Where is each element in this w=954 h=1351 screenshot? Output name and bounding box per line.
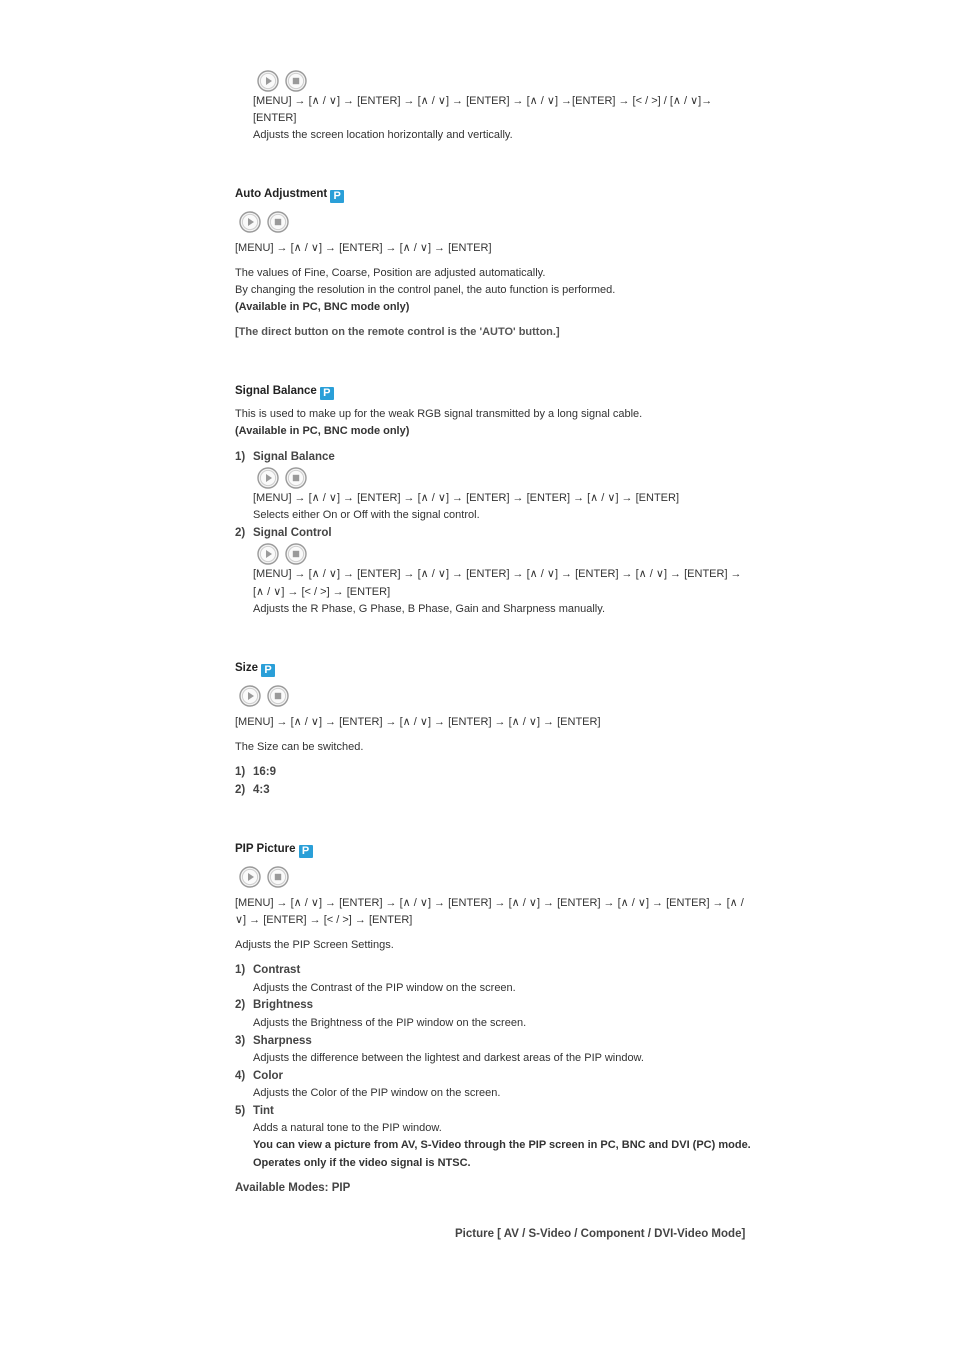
stop-button-icon[interactable] (285, 70, 307, 92)
signal-balance-heading (235, 384, 334, 400)
signal-item-2-number: 2) (235, 527, 246, 539)
signal-item-1-control-icons (257, 467, 313, 491)
auto-description-2: By changing the resolution in the control panel, the auto function is performed. (235, 284, 616, 296)
stop-button-icon[interactable] (267, 866, 289, 888)
top-control-icons (257, 70, 313, 94)
pip-item-3-number: 3) (235, 1035, 246, 1047)
signal-item-1-description: Selects either On or Off with the signal control. (253, 509, 480, 521)
pip-item-5-number: 5) (235, 1105, 246, 1117)
stop-button-icon[interactable] (267, 685, 289, 707)
auto-availability-note: (Available in PC, BNC mode only) (235, 301, 410, 313)
pip-control-icons (239, 866, 295, 890)
signal-item-2-description: Adjusts the R Phase, G Phase, B Phase, Gain and Sharpness manually. (253, 603, 605, 615)
pip-description: Adjusts the PIP Screen Settings. (235, 939, 394, 951)
play-button-icon[interactable] (257, 467, 279, 489)
pip-item-1-label: Contrast (253, 964, 301, 976)
next-section-link[interactable]: Picture [ AV / S-Video / Component / DVI-Video Mode] (455, 1228, 746, 1240)
play-button-icon[interactable] (257, 70, 279, 92)
auto-menu-path: [MENU] → [∧ / ∨] → [ENTER] → [∧ / ∨] → [ENTER] (235, 242, 492, 254)
signal-availability-note: (Available in PC, BNC mode only) (235, 425, 410, 437)
top-menu-path-line2: [ENTER] (253, 112, 297, 124)
signal-balance-title: Signal Balance (235, 385, 317, 397)
pip-item-5-description: Adds a natural tone to the PIP window. (253, 1122, 442, 1134)
pc-mode-badge-icon: P (261, 664, 275, 677)
signal-item-1-label: Signal Balance (253, 451, 335, 463)
signal-item-2-menu-path-line2: [∧ / ∨] → [< / >] → [ENTER] (253, 586, 391, 598)
signal-item-1-number: 1) (235, 451, 246, 463)
stop-button-icon[interactable] (267, 211, 289, 233)
pip-menu-path-line1: [MENU] → [∧ / ∨] → [ENTER] → [∧ / ∨] → [ENTER] → [∧ / ∨] → [ENTER] → [∧ / ∨] → [ENTER] → [∧ / (235, 897, 744, 909)
play-button-icon[interactable] (239, 866, 261, 888)
play-button-icon[interactable] (257, 543, 279, 565)
pip-item-4-label: Color (253, 1070, 284, 1082)
signal-item-2-control-icons (257, 543, 313, 567)
pip-item-2-number: 2) (235, 999, 246, 1011)
pip-item-5-label: Tint (253, 1105, 274, 1117)
signal-item-2-label: Signal Control (253, 527, 332, 539)
pip-menu-path-line2: ∨] → [ENTER] → [< / >] → [ENTER] (235, 914, 413, 926)
pc-mode-badge-icon: P (320, 387, 334, 400)
pip-item-1-number: 1) (235, 964, 246, 976)
pip-note-2: Operates only if the video signal is NTSC. (253, 1157, 471, 1169)
pip-item-3-description: Adjusts the difference between the lightest and darkest areas of the PIP window. (253, 1052, 644, 1064)
size-heading (235, 661, 275, 677)
pc-mode-badge-icon: P (330, 190, 344, 203)
pip-item-4-description: Adjusts the Color of the PIP window on the screen. (253, 1087, 501, 1099)
auto-description-1: The values of Fine, Coarse, Position are adjusted automatically. (235, 267, 546, 279)
size-item-2-number: 2) (235, 784, 246, 796)
pip-item-2-label: Brightness (253, 999, 314, 1011)
size-description: The Size can be switched. (235, 741, 364, 753)
auto-direct-button-note: [The direct button on the remote control is the 'AUTO' button.] (235, 326, 560, 338)
auto-adjustment-title: Auto Adjustment (235, 188, 328, 200)
size-control-icons (239, 685, 295, 709)
auto-control-icons (239, 211, 295, 235)
pip-note-1: You can view a picture from AV, S-Video through the PIP screen in PC, BNC and DVI (PC) mode. (253, 1139, 751, 1151)
size-item-2-label: 4:3 (253, 784, 270, 796)
pip-item-1-description: Adjusts the Contrast of the PIP window on the screen. (253, 982, 516, 994)
size-item-1-label: 16:9 (253, 766, 277, 778)
size-item-1-number: 1) (235, 766, 246, 778)
auto-adjustment-heading (235, 187, 344, 203)
pip-picture-heading (235, 842, 313, 858)
size-menu-path: [MENU] → [∧ / ∨] → [ENTER] → [∧ / ∨] → [ENTER] → [∧ / ∨] → [ENTER] (235, 716, 601, 728)
signal-description: This is used to make up for the weak RGB signal transmitted by a long signal cable. (235, 408, 643, 420)
pip-item-3-label: Sharpness (253, 1035, 312, 1047)
top-description: Adjusts the screen location horizontally and vertically. (253, 129, 513, 141)
signal-item-2-menu-path-line1: [MENU] → [∧ / ∨] → [ENTER] → [∧ / ∨] → [ENTER] → [∧ / ∨] → [ENTER] → [∧ / ∨] → [ENTER] → (253, 568, 742, 580)
pip-item-2-description: Adjusts the Brightness of the PIP window on the screen. (253, 1017, 527, 1029)
stop-button-icon[interactable] (285, 467, 307, 489)
play-button-icon[interactable] (239, 211, 261, 233)
pip-available-modes: Available Modes: PIP (235, 1182, 351, 1194)
stop-button-icon[interactable] (285, 543, 307, 565)
pip-picture-title: PIP Picture (235, 843, 296, 855)
signal-item-1-menu-path: [MENU] → [∧ / ∨] → [ENTER] → [∧ / ∨] → [ENTER] → [ENTER] → [∧ / ∨] → [ENTER] (253, 492, 680, 504)
pc-mode-badge-icon: P (299, 845, 313, 858)
size-title: Size (235, 662, 259, 674)
top-menu-path-line1: [MENU] → [∧ / ∨] → [ENTER] → [∧ / ∨] → [ENTER] → [∧ / ∨] →[ENTER] → [< / >] / [∧ / ∨]→ (253, 95, 713, 107)
pip-item-4-number: 4) (235, 1070, 246, 1082)
play-button-icon[interactable] (239, 685, 261, 707)
